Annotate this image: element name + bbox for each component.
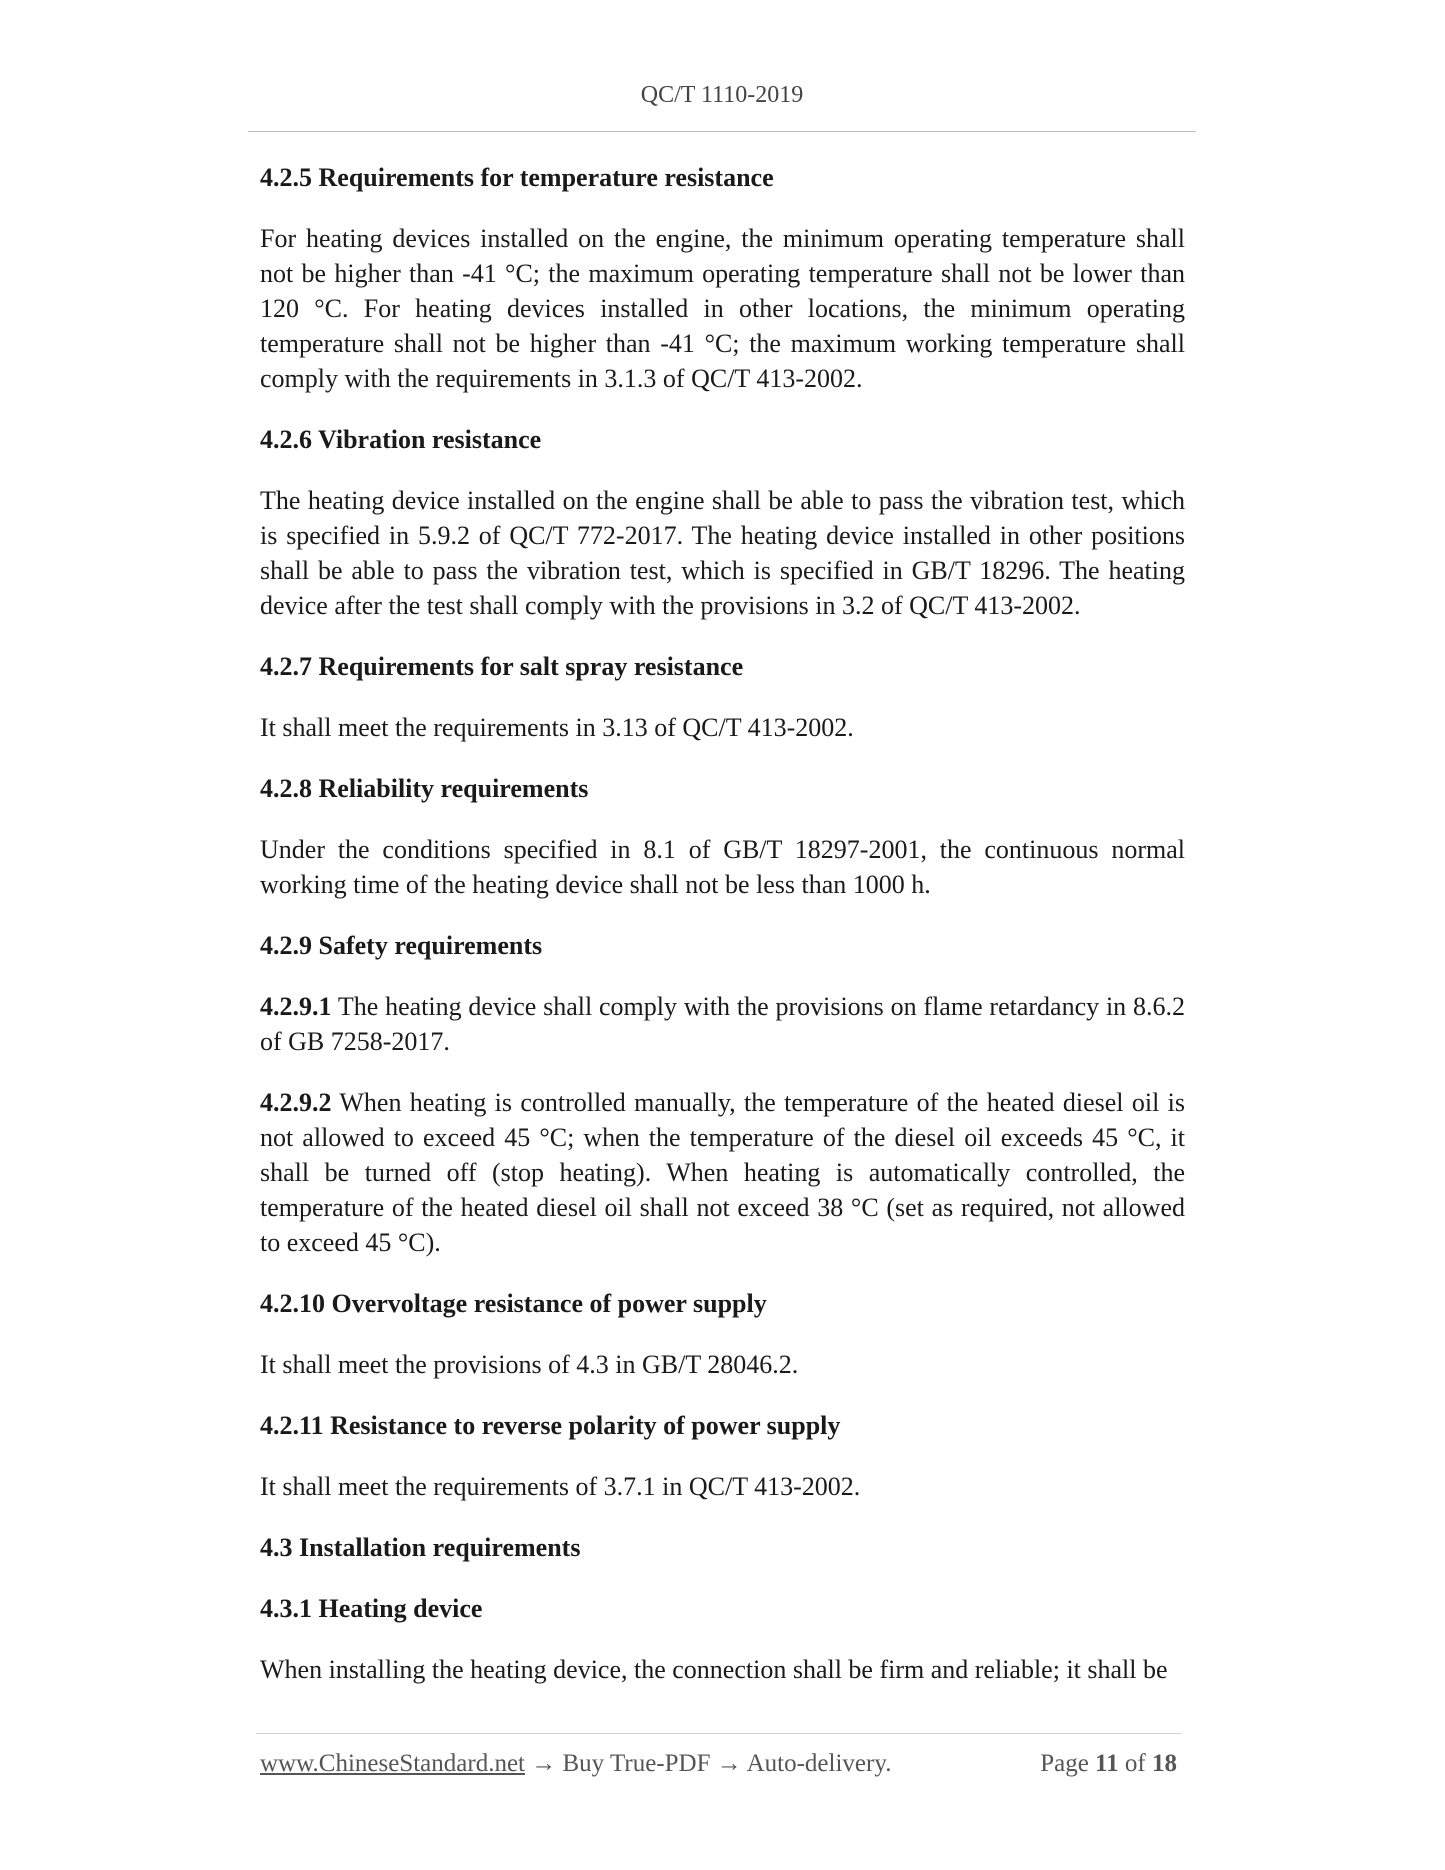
footer-divider [256, 1733, 1181, 1734]
clause-number: 4.2.9.2 [260, 1088, 332, 1117]
footer-tagline: → Buy True-PDF → Auto-delivery. [525, 1750, 892, 1777]
heading-4-2-6: 4.2.6 Vibration resistance [260, 425, 542, 454]
page-indicator [1040, 1750, 1177, 1778]
website-link[interactable]: www.ChineseStandard.net [260, 1750, 525, 1777]
document-body [260, 160, 1185, 1713]
clause-number: 4.2.9.1 [260, 992, 332, 1021]
heading-4-2-5: 4.2.5 Requirements for temperature resistance [260, 163, 774, 192]
paragraph-4-2-9-2 [260, 1085, 1185, 1260]
header-divider [248, 131, 1196, 132]
current-page-number: 11 [1095, 1750, 1119, 1777]
paragraph-4-2-5: For heating devices installed on the engine, the minimum operating temperature shall not be higher than -41 °C; the maximum operating temperature shall not be lower than 120 °C. For heating devices installed in other locations, the minimum operating temperature shall not be higher than -41 °C; the maximum working temperature shall comply with the requirements in 3.1.3 of QC/T 413-2002. [260, 224, 1185, 393]
heading-4-3: 4.3 Installation requirements [260, 1533, 581, 1562]
heading-4-2-7: 4.2.7 Requirements for salt spray resistance [260, 652, 744, 681]
paragraph-4-2-11: It shall meet the requirements of 3.7.1 in QC/T 413-2002. [260, 1472, 861, 1501]
paragraph-4-2-10: It shall meet the provisions of 4.3 in GB/T 28046.2. [260, 1350, 799, 1379]
heading-4-2-9: 4.2.9 Safety requirements [260, 931, 543, 960]
heading-4-2-10: 4.2.10 Overvoltage resistance of power supply [260, 1289, 767, 1318]
heading-4-2-11: 4.2.11 Resistance to reverse polarity of power supply [260, 1411, 841, 1440]
footer-promo [260, 1750, 891, 1778]
heading-4-2-8: 4.2.8 Reliability requirements [260, 774, 589, 803]
page-header: QC/T 1110-2019 [640, 82, 804, 108]
paragraph-4-2-6: The heating device installed on the engine shall be able to pass the vibration test, which is specified in 5.9.2 of QC/T 772-2017. The heating device installed in other positions shall be able to pass the vibration test, which is specified in GB/T 18296. The heating device after the test shall comply with the provisions in 3.2 of QC/T 413-2002. [260, 486, 1185, 620]
heading-4-3-1: 4.3.1 Heating device [260, 1594, 483, 1623]
clause-text: When heating is controlled manually, the temperature of the heated diesel oil is not allowed to exceed 45 °C; when the temperature of the diesel oil exceeds 45 °C, it shall be turned off (stop heating). When heating is automatically controlled, the temperature of the heated diesel oil shall not exceed 38 °C (set as required, not allowed to exceed 45 °C). [260, 1088, 1185, 1257]
paragraph-4-2-9-1 [260, 989, 1185, 1059]
paragraph-4-3-1: When installing the heating device, the connection shall be firm and reliable; it shall be [260, 1655, 1168, 1684]
page-label: Page [1040, 1750, 1096, 1777]
paragraph-4-2-7: It shall meet the requirements in 3.13 of QC/T 413-2002. [260, 713, 854, 742]
of-label: of [1118, 1750, 1152, 1777]
paragraph-4-2-8: Under the conditions specified in 8.1 of GB/T 18297-2001, the continuous normal working time of the heating device shall not be less than 1000 h. [260, 835, 1185, 899]
total-pages-number: 18 [1152, 1750, 1177, 1777]
clause-text: The heating device shall comply with the provisions on flame retardancy in 8.6.2 of GB 7258-2017. [260, 992, 1185, 1056]
